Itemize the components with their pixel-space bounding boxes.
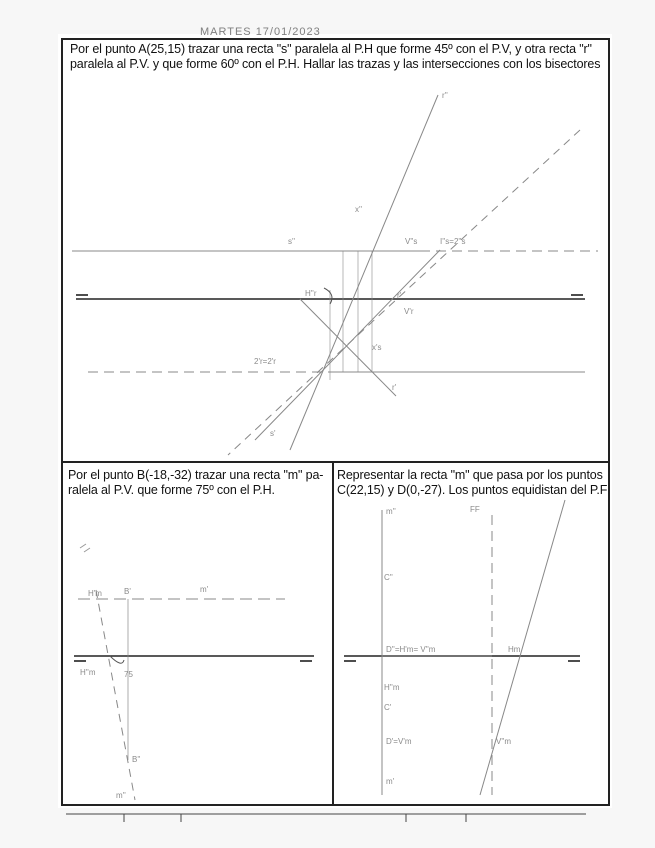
p2-label-3: H''m <box>80 668 96 677</box>
p3-label-8: m' <box>386 777 395 786</box>
problem-3-line-2: C(22,15) y D(0,-27). Los puntos equidistan del P.F <box>337 483 608 497</box>
footer-table-edge <box>66 812 586 822</box>
problem-3-drawing <box>344 500 580 795</box>
p1-label-8: 2'r=2'r <box>254 357 276 366</box>
p3-label-1: FF <box>470 505 480 514</box>
p1-r-projection <box>290 95 438 450</box>
p1-label-2: V''s <box>405 237 418 246</box>
p3-label-4: D'=V'm <box>386 737 412 746</box>
p2-label-5: B'' <box>132 755 141 764</box>
problem-2-drawing <box>74 544 314 800</box>
p1-label-3: I''s=2''s <box>440 237 466 246</box>
p1-label-1: s'' <box>288 237 296 246</box>
p1-label-6: V'r <box>404 307 414 316</box>
problem-2-labels <box>80 585 209 800</box>
p3-label-7: V''m <box>496 737 512 746</box>
problem-3-labels <box>384 505 521 786</box>
p2-label-6: m'' <box>116 791 126 800</box>
p3-label-5: C' <box>384 703 392 712</box>
p1-bisector-dashed <box>228 130 580 455</box>
p1-label-10: s' <box>270 429 276 438</box>
problem-3-line-1: Representar la recta "m" que pasa por los puntos <box>337 468 603 482</box>
p1-s-horizontal-diagonal <box>255 250 440 440</box>
problem-1-line-2: paralela al P.V. y que forme 60º con el P.H. Hallar las trazas y las intersecciones con los bisectores <box>70 57 601 71</box>
p1-angle-arc <box>324 288 332 304</box>
p3-label-2: C'' <box>384 573 393 582</box>
p2-label-0: H'm <box>88 589 102 598</box>
problem-1-drawing <box>72 95 598 455</box>
problem-2-line-2: ralela al P.V. que forme 75º con el P.H. <box>68 483 275 497</box>
p1-label-9: r' <box>392 383 397 392</box>
p3-label-6: H''m <box>384 683 400 692</box>
p2-label-1: B' <box>124 587 131 596</box>
problem-1-line-1: Por el punto A(25,15) trazar una recta "s" paralela al P.H que forme 45º con el P.V, y otra recta "r" <box>70 42 592 56</box>
p2-label-2: m' <box>200 585 209 594</box>
p3-label-3: D''=H'm= V''m <box>386 645 436 654</box>
p2-label-4: 75 <box>124 670 133 679</box>
p1-label-5: r' <box>397 291 402 300</box>
p1-label-7: x's <box>372 343 382 352</box>
p2-m-vertical-projection <box>96 590 135 800</box>
p3-label-0: m'' <box>386 507 396 516</box>
p1-label-4: x'' <box>355 205 363 214</box>
p2-scribble <box>80 544 90 552</box>
p2-angle-arc <box>110 656 124 663</box>
p1-label-0: r'' <box>442 91 448 100</box>
header-scribble: MARTES 17/01/2023 <box>200 26 321 38</box>
p1-label-11: H''r <box>305 289 317 298</box>
p3-m-projection <box>480 500 565 795</box>
problem-2-line-1: Por el punto B(-18,-32) trazar una recta "m" pa- <box>68 468 324 482</box>
p3-label-9: Hm <box>508 645 521 654</box>
